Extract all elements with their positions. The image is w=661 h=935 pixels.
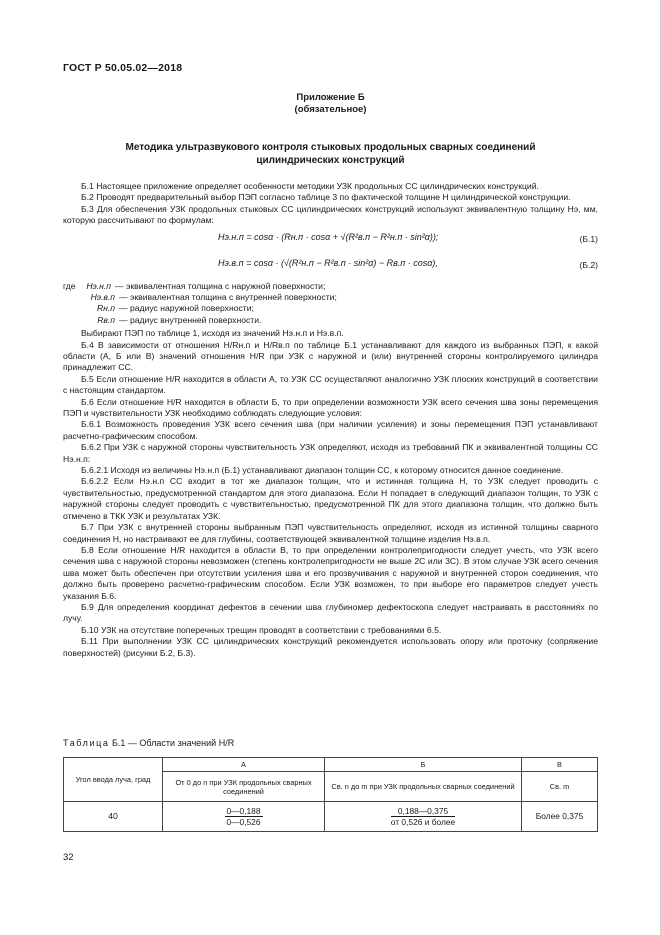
para-b10: Б.10 УЗК на отсутствие поперечных трещин проводят в соответствии с требованиями 6.5. [81,624,442,635]
definition-row [63,292,598,303]
definition-text: — эквивалентная толщина с наружной поверхности; [115,280,326,291]
para-b4: Б.4 В зависимости от отношения H/Rн.п и H/Rв.п по таблице Б.1 устанавливают для каждого из выбранных ПЭП, к какой области (А, Б или В) значений отношения H/R при УЗК с наружной и (или) внутренней стороны контролируемого цилиндра принадлежит СС. [63,339,598,373]
header-angle: Угол ввода луча, град [64,758,163,802]
formula-b1-lhs: Hэ.н.п = cosα · [218,231,282,242]
formula-b2-lhs: Hэ.в.п = cosα · [218,257,281,268]
para-b3: Б.3 Для обеспечения УЗК продольных стыковых СС цилиндрических конструкций используют эквивалентную толщину Hэ, мм, которую рассчитывают по формулам: [63,203,598,226]
cell-zone-b [325,802,522,832]
formula-b1-expression: Hэ.н.п = cosα · (Rн.п · cosα + √(R²в.п − R²н.п · sin²α)); [218,231,439,242]
fraction-a [225,806,263,827]
formula-b2-body: √(R²н.п − R²в.п · sin²α) − Rв.п · cosα [283,257,433,268]
definition-symbol: Hэ.н.п [86,280,111,291]
definition-row [63,303,598,314]
para-b6: Б.6 Если отношение H/R находится в области Б, то при определении возможности УЗК всего сечения шва зоны перемещения ПЭП и чувствительности УЗК необходимо соблюдать следующие условия: [63,396,598,419]
para-b7: Б.7 При УЗК с внутренней стороны выбранным ПЭП чувствительность определяют, исходя из истинной толщины сварного соединения H, но настраивают ее для глубины, соответствующей эквивалентной толщине изделия Hэ.в.п. [63,522,598,544]
header-zone-c: В [522,758,598,772]
formula-b1-body: Rн.п · cosα + √(R²в.п − R²н.п · sin²α) [284,231,433,242]
definition-text: — эквивалентная толщина с внутренней поверхности; [119,292,337,303]
header-zone-b: Б [325,758,522,772]
definition-symbol: Hэ.в.п [90,292,115,303]
definition-row [63,315,598,326]
para-b8: Б.8 Если отношение H/R находится в области В, то при определении контролепригодности следует учесть, что УЗК всего сечения шва с наружной стороны невозможен (степень контролепригодности не выше 2С или 3С). В этом случае УЗК всего сечения шва может быть обеспечен при отсутствии усиления шва и его прозвучивания с наружной и внутренней сторон соединения, что должно быть проверено расчетно-графическим способом. Если УЗК возможен, то при выборе его параметров следует учесть указания Б.6. [63,544,598,601]
formula-b2 [63,255,598,277]
appendix-heading [0,92,661,116]
fraction-b [391,806,455,827]
formula-b1-number: (Б.1) [579,233,598,244]
subheader-zone-b: Св. n до m при УЗК продольных сварных соединений [325,772,522,802]
formula-b2-number: (Б.2) [579,259,598,270]
table-row [64,802,598,832]
body-text [63,181,598,659]
definition-symbol: Rн.п [96,303,115,314]
cell-zone-a [163,802,325,832]
subheader-zone-c: Св. m [522,772,598,802]
para-b61: Б.6.1 Возможность проведения УЗК всего сечения шва (при наличии усиления) и зоны перемещения ПЭП устанавливают расчетно-графическим способом. [63,419,598,441]
definition-symbol: Rв.п [97,314,115,325]
cell-angle: 40 [64,802,163,832]
definitions-list [63,281,598,327]
fraction-a-top: 0—0,188 [226,806,261,816]
hr-ranges-table [63,757,598,832]
para-b622: Б.6.2.2 Если Hэ.н.п СС входит в тот же диапазон толщин, что и истинная толщина H, то УЗК следует проводить с чувствительностью, предусмотренной стандартом для этого диапазона. Если H попадает в следующий диапазон толщин, то УЗК с наружной стороны следует проводить с чувствительностью, предусмотренной ПК для этого диапазона толщин, что должно быть отмечено в ТКК УЗК и результатах УЗК. [63,476,598,521]
formula-b2-expression: Hэ.в.п = cosα · (√(R²н.п − R²в.п · sin²α) − Rв.п · cosα), [218,257,438,268]
definition-text: — радиус наружной поверхности; [119,303,254,314]
subheader-zone-a: От 0 до n при УЗК продольных сварных соединений [163,772,325,802]
section-title-line1: Методика ультразвукового контроля стыковых продольных сварных соединений [125,142,536,153]
formula-b1 [63,229,598,251]
definitions-intro: где [63,280,76,291]
table-caption-word: Таблица [63,738,110,748]
para-choose: Выбирают ПЭП по таблице 1, исходя из значений Hэ.н.п и Hэ.в.п. [81,328,344,339]
para-b9: Б.9 Для определения координат дефектов в сечении шва глубиномер дефектоскопа следует настраивать в расстояниях по лучу. [63,601,598,624]
appendix-title: Приложение Б [296,92,365,103]
definition-text: — радиус внутренней поверхности. [119,314,262,325]
fraction-b-top: 0,188—0,375 [391,806,455,817]
document-header: ГОСТ Р 50.05.02—2018 [63,62,183,74]
table-caption [63,738,234,748]
fraction-b-bottom: от 0,526 и более [390,817,456,827]
para-b1: Б.1 Настоящее приложение определяет особенности методики УЗК продольных СС цилиндрических конструкций. [81,181,539,191]
appendix-status: (обязательное) [294,104,367,115]
fraction-a-bottom: 0—0,526 [226,817,261,827]
para-b62: Б.6.2 При УЗК с наружной стороны чувствительность УЗК определяют, исходя из требований ПК и эквивалентной толщины СС Hэ.н.п: [63,442,598,464]
table-header-row [64,758,598,772]
cell-zone-c: Более 0,375 [522,802,598,832]
section-title-line2: цилиндрических конструкций [256,155,405,166]
page-number: 32 [63,852,74,863]
para-b5: Б.5 Если отношение H/R находится в области А, то УЗК СС осуществляют аналогично УЗК плоских конструкций в соответствии с настоящим стандартом. [63,373,598,396]
definition-row [63,281,598,292]
para-b621: Б.6.2.1 Исходя из величины Hэ.н.п (Б.1) устанавливают диапазон толщин СС, к которому относится данное соединение. [81,465,564,476]
table-caption-text: Б.1 — Области значений H/R [112,738,235,748]
header-zone-a: А [163,758,325,772]
para-b2: Б.2 Проводят предварительный выбор ПЭП согласно таблице 3 по фактической толщине H цилиндрической конструкции. [81,192,571,203]
section-title [0,141,661,167]
para-b11: Б.11 При выполнении УЗК СС цилиндрических конструкций рекомендуется использовать опору или проточку (сопряжение поверхностей) (рисунки Б.2, Б.3). [63,636,598,658]
